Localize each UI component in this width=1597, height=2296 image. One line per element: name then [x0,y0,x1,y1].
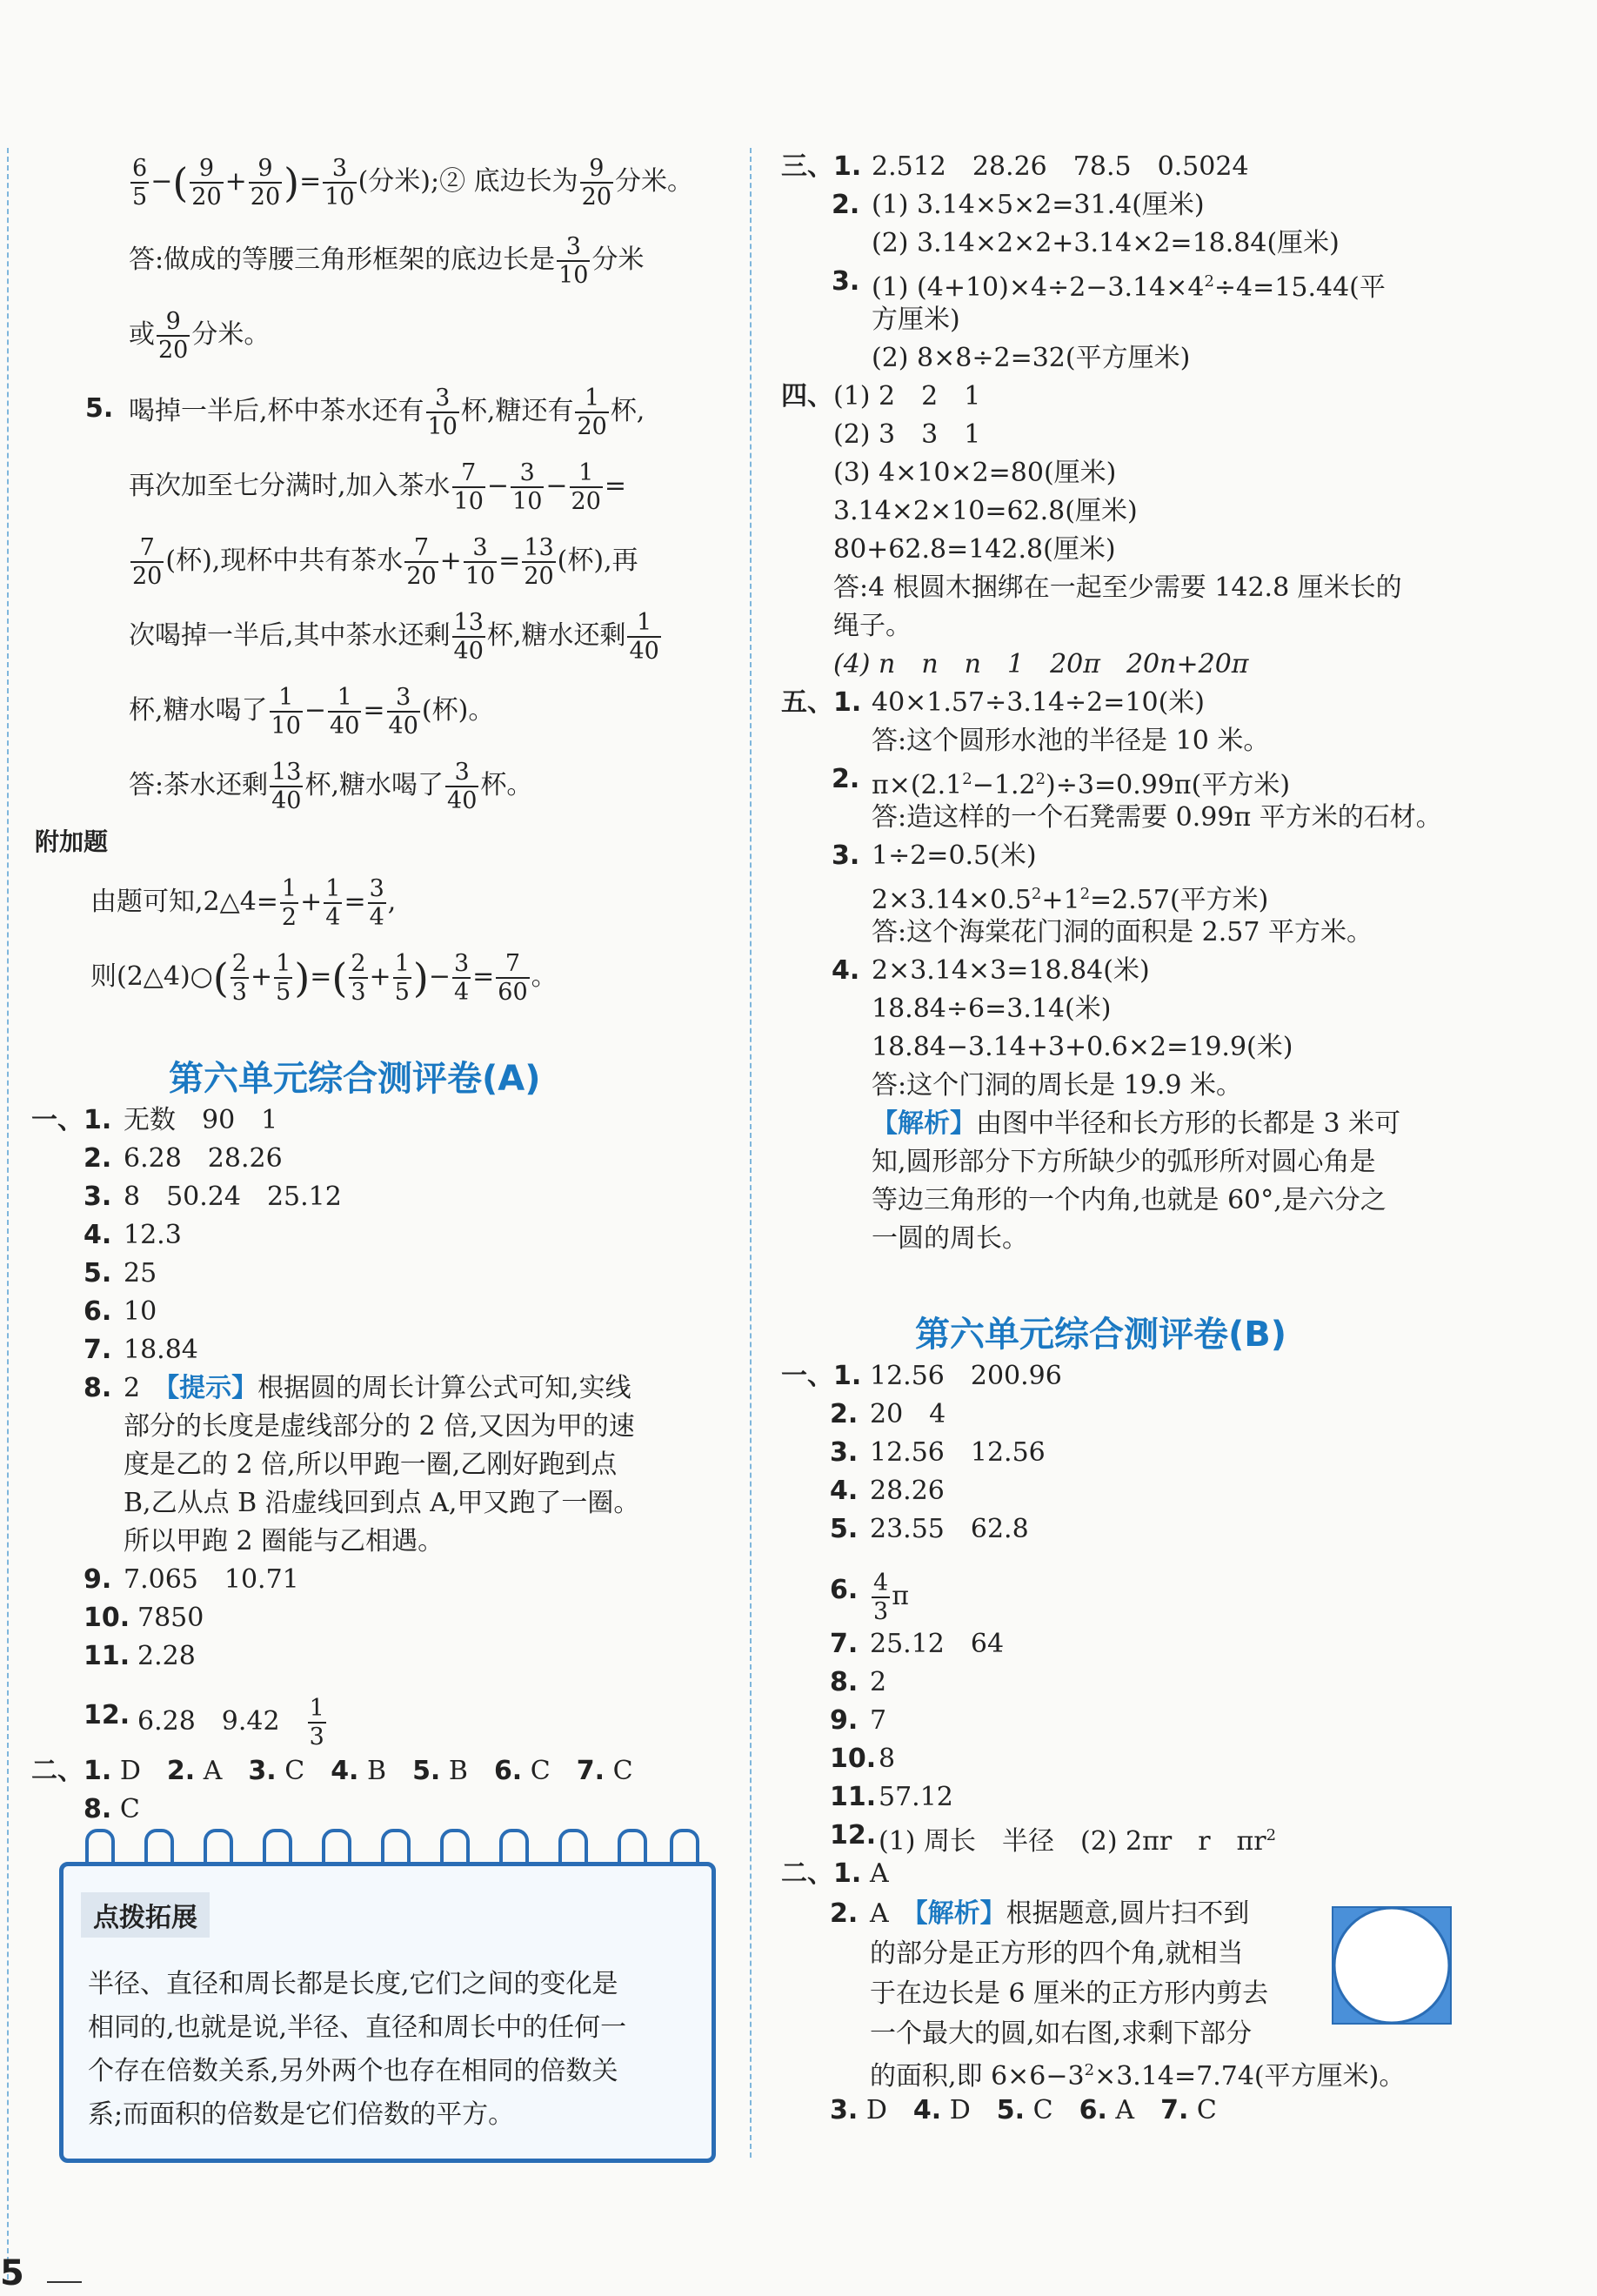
item-answer: (1) 2 2 1 [833,381,981,412]
tip-line: 相同的,也就是说,半径、直径和周长中的任何一 [88,2012,627,2043]
q5-line-3: $\frac{7}{20}$ (杯),现杯中共有茶水 $\frac{7}{20}$ + $\frac{3}{10}$ = $\frac{13}{20}$ (杯),再 [132,534,638,590]
item-label: 12. [84,1700,130,1730]
item-answer: 2 【提示】根据圆的周长计算公式可知,实线 [124,1373,631,1403]
explain-line: 的面积,即 $6\times 6-3^2\times 3.14=7.74$(平方厘米)。 [870,2061,1406,2092]
explain-line: 部分的长度是虚线部分的 2 倍,又因为甲的速 [124,1411,635,1442]
item-answer: 80+62.8=142.8(厘米) [833,534,1116,565]
item-answer: 20 4 [870,1399,946,1429]
item-answer: 答:这个门洞的周长是 19.9 米。 [872,1070,1242,1101]
item-label: 8. [84,1373,112,1403]
item-answer: (1) 周长 半径 (2) 2πr r $\pi r^2$ [879,1826,1277,1857]
tip-line: 系;而面积的倍数是它们倍数的平方。 [88,2099,515,2130]
item-answer: 12.3 [124,1220,182,1250]
item-answer: (2) 3.14×2×2+3.14×2=18.84(厘米) [872,228,1340,258]
answer-line-2: 或 $\frac{9}{20}$ 分米。 [129,308,271,364]
item-label: 3. [832,840,860,871]
item-answer: 18.84÷6=3.14(米) [872,994,1112,1024]
item-answer: 答:造这样的一个石凳需要 0.99π 平方米的石材。 [872,802,1442,833]
tip-title: 点拨拓展 [81,1892,210,1938]
item-answer: 3.14×2×10=62.8(厘米) [833,496,1138,526]
item-label: 4. [84,1220,112,1250]
item-answer: 2×3.14×3=18.84(米) [872,955,1150,986]
explain-line: 一个最大的圆,如右图,求剩下部分 [870,2018,1253,2049]
item-answer: 18.84 [124,1335,198,1365]
item-label: 5. [830,1514,859,1544]
explain-line: 的部分是正方形的四个角,就相当 [870,1938,1244,1969]
item-label: 10. [84,1603,130,1633]
item-answer: 2.28 [137,1641,196,1671]
item-answer: 1÷2=0.5(米) [872,840,1037,871]
item-answer: (1) 3.14×5×2=31.4(厘米) [872,190,1205,220]
line-l1: $\frac{6}{5}$ −( $\frac{9}{20}$ + $\frac{9}{20}$ )= $\frac{3}{10}$ (分米);② 底边长为 $\frac{9}{20}$ 分米。 [132,155,694,211]
item-answer: 10 [124,1296,157,1327]
item-answer: (4) n n n 1 20π 20n+20π [833,649,1249,679]
item-answer: 答:4 根圆木捆绑在一起至少需要 142.8 厘米长的 [833,572,1402,603]
explain-line: 一圆的周长。 [872,1223,1028,1254]
item-answer: 答:这个圆形水池的半径是 10 米。 [872,726,1270,756]
q5-answer: 答:茶水还剩 $\frac{13}{40}$ 杯,糖水喝了 $\frac{3}{40}$ 杯。 [129,759,533,814]
item-answer: 18.84−3.14+3+0.6×2=19.9(米) [872,1032,1293,1062]
item-answer: $2\times 3.14\times 0.5^2+1^2=2.57$(平方米) [872,885,1269,915]
item-label: 3. [84,1181,112,1212]
tip-box [59,1862,716,2163]
item-answer: 7850 [137,1603,204,1633]
item-answer: A [870,1858,889,1889]
section-label: 四、 [781,381,833,412]
q5-line-2: 再次加至七分满时,加入茶水 $\frac{7}{10}$ − $\frac{3}{10}$ − $\frac{1}{20}$ = [129,459,627,515]
item-answer: (2) 8×8÷2=32(平方厘米) [872,343,1191,373]
analysis-tag: 【解析】 [914,1898,1006,1929]
item-answer: 8 50.24 25.12 [124,1181,342,1212]
section-label: 五、1. [781,687,862,718]
page-number-rule [47,2281,82,2283]
item-label: 2. [830,1898,859,1929]
item-answer: 6.28 28.26 [124,1143,283,1174]
item-label: 2. [84,1143,112,1174]
item-label: 12. [830,1820,877,1851]
choice-row: 3. D 4. D 5. C 6. A 7. C [830,2095,1217,2125]
item-label: 5. [84,1258,112,1289]
explain-line: 知,圆形部分下方所缺少的弧形所对圆心角是 [872,1147,1376,1177]
item-label: 7. [830,1629,859,1659]
item-label: 4. [832,955,860,986]
item-label: 9. [830,1705,859,1736]
item-label: 7. [84,1335,112,1365]
explain-line: 于在边长是 6 厘米的正方形内剪去 [870,1978,1269,2009]
section-label: 一、1. [781,1361,862,1391]
item-answer: (1) $(4+10)\times 4\div 2-3.14\times 4^2\div 4=15.44$(平 [872,272,1386,303]
hint-tag: 【提示】 [166,1373,258,1403]
item-label: 2. [832,764,860,794]
explain-line: 【解析】由图中半径和长方形的长都是 3 米可 [872,1108,1401,1139]
page-number: 5 [0,2253,24,2293]
item-answer: 方厘米) [872,305,960,335]
item-answer: 12.56 12.56 [870,1437,1046,1468]
item-answer: 23.55 62.8 [870,1514,1029,1544]
section-title-b: 第六单元综合测评卷(B) [915,1315,1287,1355]
column-divider [750,148,752,2158]
item-label: 3. [830,1437,859,1468]
item-answer: $\frac{4}{3}$ π [873,1570,909,1625]
item-label: 2. [830,1399,859,1429]
item-answer: 25.12 64 [870,1629,1005,1659]
item-label: 8. [830,1667,859,1697]
item-answer: A 【解析】根据题意,圆片扫不到 [870,1898,1250,1929]
item-label: 6. [84,1296,112,1327]
item-answer: 25 [124,1258,157,1289]
section-label: 三、1. [781,151,862,182]
item-answer: 57.12 [879,1782,953,1812]
item-label: 11. [84,1641,130,1671]
item-answer: 28.26 [870,1476,945,1506]
section-title-a: 第六单元综合测评卷(A) [169,1059,541,1099]
item-label: 2. [832,190,860,220]
item-answer: 无数 90 1 [124,1105,278,1135]
tip-line: 个存在倍数关系,另外两个也存在相同的倍数关 [88,2056,618,2086]
bonus-line-2: 则(2△4)○( $\frac{2}{3}$ + $\frac{1}{5}$ )=( $\frac{2}{3}$ + $\frac{1}{5}$ )− $\frac{3}{4}$ = $\frac{7}{60}$ 。 [90,950,558,1006]
explain-line: B,乙从点 B 沿虚线回到点 A,甲又跑了一圈。 [124,1488,640,1518]
answer-line-1: 答:做成的等腰三角形框架的底边长是 $\frac{3}{10}$ 分米 [129,233,645,289]
choice-row: 二、1. D 2. A 3. C 4. B 5. B 6. C 7. C [31,1756,633,1786]
q5-number: 5. [85,393,114,424]
section-label: 二、1. [781,1858,862,1889]
item-answer: 绳子。 [833,611,912,641]
item-answer: 2.512 28.26 78.5 0.5024 [872,151,1249,182]
bonus-title: 附加题 [35,827,109,856]
square-circle-figure [1331,1905,1453,2025]
item-answer: (2) 3 3 1 [833,419,981,450]
item-answer: (3) 4×10×2=80(厘米) [833,458,1117,488]
item-label: 10. [830,1744,877,1774]
tip-line: 半径、直径和周长都是长度,它们之间的变化是 [88,1969,618,1999]
item-answer: 6.28 9.42 $\frac{1}{3}$ [137,1695,324,1750]
explain-line: 等边三角形的一个内角,也就是 60°,是六分之 [872,1185,1387,1215]
explain-line: 度是乙的 2 倍,所以甲跑一圈,乙刚好跑到点 [124,1449,618,1480]
item-answer: 答:这个海棠花门洞的面积是 2.57 平方米。 [872,917,1373,947]
q5-line-1: 喝掉一半后,杯中茶水还有 $\frac{3}{10}$ 杯,糖还有 $\frac{1}{20}$ 杯, [129,385,645,440]
explain-line: 所以甲跑 2 圈能与乙相遇。 [124,1526,444,1556]
left-margin-line [7,148,9,2279]
q5-line-4: 次喝掉一半后,其中茶水还剩 $\frac{13}{40}$ 杯,糖水还剩 $\frac{1}{40}$ [129,609,659,665]
q5-line-5: 杯,糖水喝了 $\frac{1}{10}$ − $\frac{1}{40}$ = $\frac{3}{40}$ (杯)。 [129,684,495,740]
item-answer: 8 [879,1744,896,1774]
item-label: 4. [830,1476,859,1506]
item-label: 11. [830,1782,877,1812]
item-label: 9. [84,1564,112,1595]
item-answer: 7.065 10.71 [124,1564,299,1595]
item-answer: 40×1.57÷3.14÷2=10(米) [872,687,1205,718]
item-label: 6. [830,1575,859,1605]
item-answer: 7 [870,1705,887,1736]
choice-row: 8. C [84,1794,140,1824]
item-answer: $\pi\times(2.1^2-1.2^2)\div 3=0.99\pi$(平方米) [872,770,1291,800]
item-answer: 2 [870,1667,887,1697]
item-answer: 12.56 200.96 [870,1361,1062,1391]
analysis-tag: 【解析】 [872,1108,976,1139]
item-label: 3. [832,266,860,297]
bonus-line-1: 由题可知,2△4= $\frac{1}{2}$ + $\frac{1}{4}$ = $\frac{3}{4}$ , [90,875,397,931]
circle-shape [1334,1908,1449,2023]
item-label: 一、1. [31,1105,112,1135]
